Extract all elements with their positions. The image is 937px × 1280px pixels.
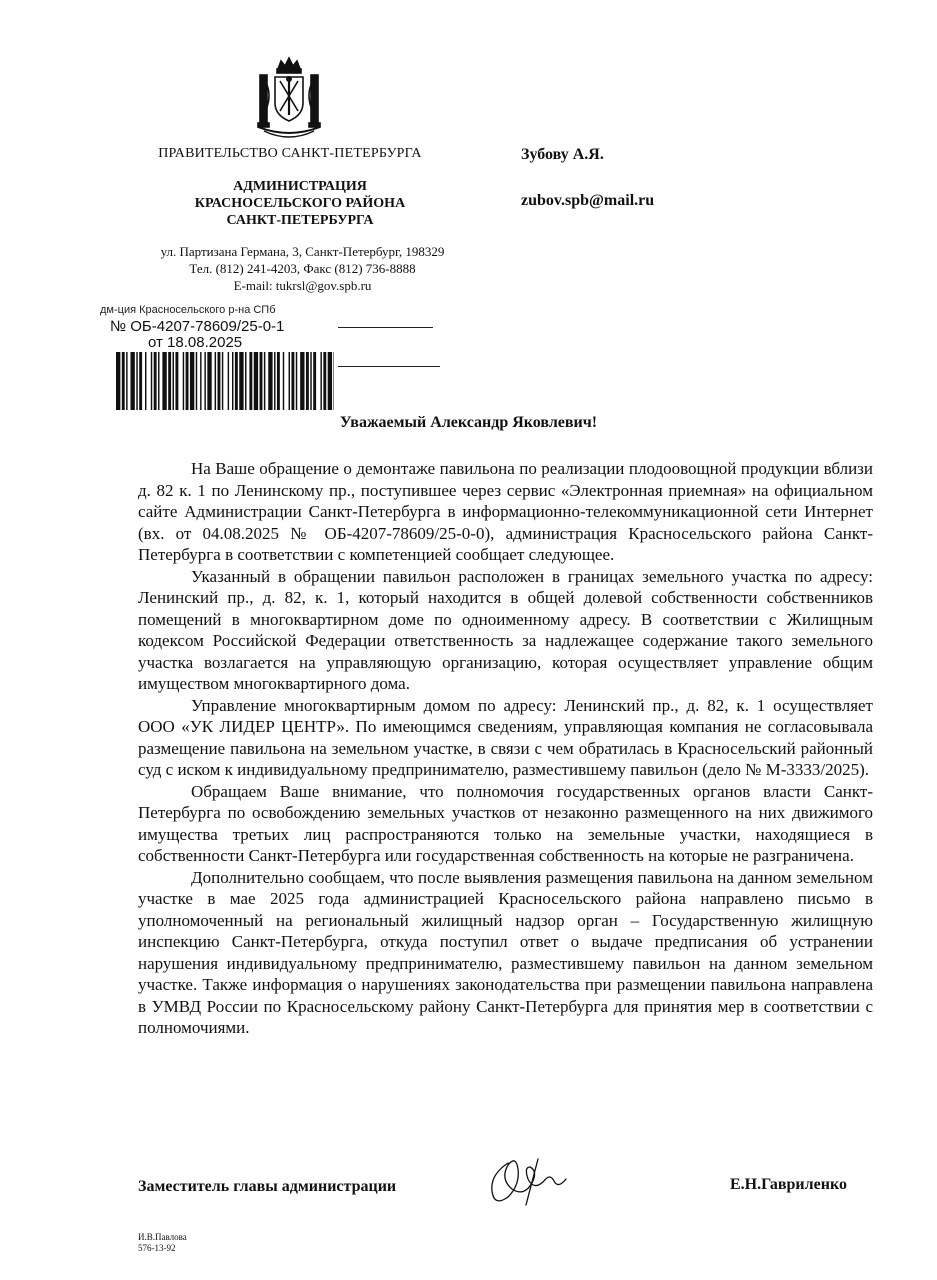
administration-name [150, 178, 450, 229]
barcode-bar [196, 352, 197, 410]
barcode-bar [289, 352, 290, 410]
blank-line-1 [338, 327, 433, 328]
barcode-bar [173, 352, 174, 410]
barcode-bar [183, 352, 184, 410]
barcode-bar [200, 352, 201, 410]
registration-stamp [100, 304, 335, 414]
stamp-number: № ОБ-4207-78609/25-0-1 [110, 318, 285, 335]
stamp-org: дм-ция Красносельского р-на СПб [100, 304, 276, 316]
barcode-bar [268, 352, 272, 410]
barcode-bar [190, 352, 194, 410]
barcode-bar [228, 352, 229, 410]
executor-phone: 576-13-92 [138, 1243, 176, 1253]
barcode-bar [260, 352, 263, 410]
sender-email-line: E-mail: tukrsl@gov.spb.ru [233, 278, 372, 293]
barcode-bar [328, 352, 332, 410]
barcode-bar [334, 352, 335, 410]
barcode-bar [186, 352, 189, 410]
barcode-bar [306, 352, 309, 410]
blank-line-2 [338, 366, 440, 367]
barcode-bar [151, 352, 152, 410]
barcode-bar [239, 352, 243, 410]
letter-body [138, 458, 873, 1039]
handwritten-signature [478, 1145, 588, 1215]
executor-info [138, 1232, 187, 1254]
barcode-bar [222, 352, 223, 410]
barcode-bar [158, 352, 159, 410]
barcode-bar [320, 352, 321, 410]
barcode-bar [274, 352, 275, 410]
barcode-bar [218, 352, 221, 410]
admin-line-1: АДМИНИСТРАЦИЯ [233, 179, 367, 194]
paragraph: На Ваше обращение о демонтаже павильона по реализации плодоовощной продукции вблизи д. 82 к. 1 по Ленинскому пр., поступившее через сервис «Электронная приемная» на официальном сайте Администрации Санкт-Петербурга в информационно-телекоммуникационной сети Интернет (вх. от 04.08.2025 № ОБ-4207-78609/25-0-0), администрация Красносельского района Санкт-Петербурга в соответствии с компетенцией сообщает следующее. [138, 459, 873, 564]
barcode-bar [254, 352, 258, 410]
barcode-bar [162, 352, 166, 410]
barcode-bar [291, 352, 294, 410]
recipient-name: Зубову А.Я. [521, 146, 604, 163]
barcode-bar [175, 352, 178, 410]
barcode-bar [245, 352, 246, 410]
barcode-bar [204, 352, 205, 410]
paragraph: Дополнительно сообщаем, что после выявления размещения павильона на данном земельном участке в мае 2025 года администрацией Красносельского района направлено письмо в уполномоченный на региональный жилищный надзор орган – Государственную жилищную инспекцию Санкт-Петербурга, откуда поступил ответ о выдаче предписания об устранении нарушения индивидуальному предпринимателю, разместившему павильон на данном земельном участке. Также информация о нарушениях законодательства при размещении павильона направлена в УМВД России по Красносельскому району Санкт-Петербурга для принятия мер в соответствии с полномочиями. [138, 867, 873, 1037]
barcode-bar [277, 352, 280, 410]
signatory-title: Заместитель главы администрации [138, 1178, 397, 1195]
barcode-bar [207, 352, 211, 410]
salutation: Уважаемый Александр Яковлевич! [339, 414, 598, 431]
government-name: ПРАВИТЕЛЬСТВО САНКТ-ПЕТЕРБУРГА [158, 146, 422, 161]
paragraph: Управление многоквартирным домом по адресу: Ленинский пр., д. 82, к. 1 осуществляет ООО «УК ЛИДЕР ЦЕНТР». По имеющимся сведениям, управляющая компания не согласовывала размещение павильона на земельном участке, в связи с чем обратилась в Красносельский районный суд с иском к индивидуальному предпринимателю, разместившему павильон (дело № М-3333/2025). [138, 695, 873, 779]
barcode-bar [296, 352, 297, 410]
sender-address [130, 243, 475, 294]
barcode-bar [323, 352, 326, 410]
barcode-bar [313, 352, 316, 410]
barcode-bar [116, 352, 120, 410]
paragraph: Обращаем Ваше внимание, что полномочия государственных органов власти Санкт-Петербурга по освобождению земельных участков от незаконно размещенного на них движимого имущества третьих лиц распространяются только на земельные участки, находящиеся в собственности Санкт-Петербурга или государственная собственность на которые не разграничена. [138, 781, 873, 865]
barcode [116, 352, 334, 410]
executor-name: И.В.Павлова [138, 1232, 187, 1242]
address-line: ул. Партизана Германа, 3, Санкт-Петербург, 198329 [160, 244, 445, 259]
barcode-bar [310, 352, 311, 410]
phone-fax-line: Тел. (812) 241-4203, Факс (812) 736-8888 [189, 261, 416, 276]
barcode-bar [126, 352, 127, 410]
signatory-name: Е.Н.Гавриленко [730, 1176, 847, 1193]
stamp-date: от 18.08.2025 [148, 334, 243, 351]
barcode-bar [136, 352, 137, 410]
barcode-bar [139, 352, 142, 410]
barcode-bar [215, 352, 216, 410]
barcode-bar [145, 352, 146, 410]
barcode-bar [131, 352, 135, 410]
barcode-bar [168, 352, 171, 410]
barcode-bar [235, 352, 238, 410]
paragraph: Указанный в обращении павильон расположен в границах земельного участка по адресу: Ленинский пр., д. 82, к. 1, который находится в общей долевой собственности собственников помещений в многоквартирном доме по одноименному адресу. В соответствии с Жилищным кодексом Российской Федерации ответственность за надлежащее содержание такого земельного участка возлагается на управляющую организацию, которая осуществляет управление общим имуществом многоквартирного дома. [138, 566, 873, 693]
barcode-bar [249, 352, 252, 410]
admin-line-3: САНКТ-ПЕТЕРБУРГА [226, 213, 374, 228]
barcode-bar [264, 352, 265, 410]
barcode-bar [232, 352, 233, 410]
recipient-email: zubov.spb@mail.ru [521, 192, 655, 209]
barcode-bar [154, 352, 157, 410]
coat-of-arms-icon [250, 55, 328, 145]
admin-line-2: КРАСНОСЕЛЬСКОГО РАЙОНА [194, 196, 406, 211]
barcode-bar [122, 352, 125, 410]
barcode-bar [283, 352, 284, 410]
barcode-bar [300, 352, 304, 410]
